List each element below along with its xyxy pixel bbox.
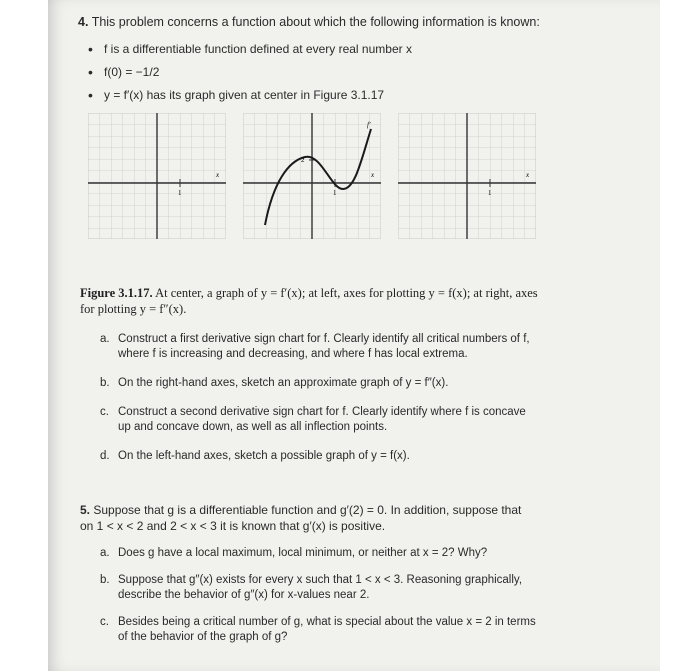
info-item: • f(0) = −1/2 <box>88 65 568 80</box>
problem-5-number: 5. <box>80 503 91 517</box>
question-part-4a: a. Construct a first derivative sign chart for f. Clearly identify all critical numbers of f, where f is increasing and decreasing, and where f has local extrema. <box>100 333 530 360</box>
info-list <box>88 42 568 103</box>
center-curve-label: f′ <box>367 121 371 129</box>
left-x-label: x <box>216 171 220 179</box>
info-item: • f is a differentiable function defined at every real number x <box>88 42 568 57</box>
problem-4 <box>78 14 568 243</box>
photo-border-left <box>0 0 48 671</box>
problem-4-intro: 4. This problem concerns a function about which the following information is known: <box>78 15 540 29</box>
photo-border-right <box>660 0 700 671</box>
right-axes-fdoubleprime <box>398 113 536 239</box>
question-part-4b: b. On the right-hand axes, sketch an approximate graph of y = f″(x). <box>100 377 449 389</box>
center-tick-label: 1 <box>333 189 337 197</box>
question-part-5a: a. Does g have a local maximum, local minimum, or neither at x = 2? Why? <box>100 547 488 559</box>
problem-4-parts <box>100 332 540 464</box>
caption-label: Figure 3.1.17. <box>80 286 153 300</box>
left-tick-label: 1 <box>178 189 182 197</box>
figure-caption <box>80 285 550 317</box>
right-tick-label: 1 <box>488 189 492 197</box>
center-y-tick-label: 2 <box>301 156 305 164</box>
center-x-label: x <box>371 171 375 179</box>
info-item: • y = f′(x) has its graph given at center in Figure 3.1.17 <box>88 88 568 103</box>
question-part-5b: b. Suppose that g″(x) exists for every x such that 1 < x < 3. Reasoning graphically, describe the behavior of g″(x) for x-values near 2. <box>100 574 523 601</box>
center-graph-fprime <box>243 113 381 239</box>
question-part-5c: c. Besides being a critical number of g, what is special about the value x = 2 in terms of the behavior of the graph of g? <box>100 616 536 643</box>
problem-4-number: 4. <box>78 15 89 29</box>
right-x-label: x <box>526 171 530 179</box>
caption-text: At center, a graph of y = f′(x); at left, axes for plotting y = f(x); at right, axes for plotting y = f″(x). <box>80 286 538 316</box>
figure-3-1-17 <box>88 113 568 243</box>
left-axes-f <box>88 113 226 239</box>
question-part-4d: d. On the left-hand axes, sketch a possible graph of y = f(x). <box>100 450 410 462</box>
problem-5-parts <box>100 546 540 645</box>
problem-5-intro: 5. Suppose that g is a differentiable function and g′(2) = 0. In addition, suppose that on 1 < x < 2 and 2 < x < 3 it is known that g′(x) is positive. <box>80 503 522 533</box>
question-part-4c: c. Construct a second derivative sign chart for f. Clearly identify where f is concave up and concave down, as well as all inflection points. <box>100 406 526 433</box>
